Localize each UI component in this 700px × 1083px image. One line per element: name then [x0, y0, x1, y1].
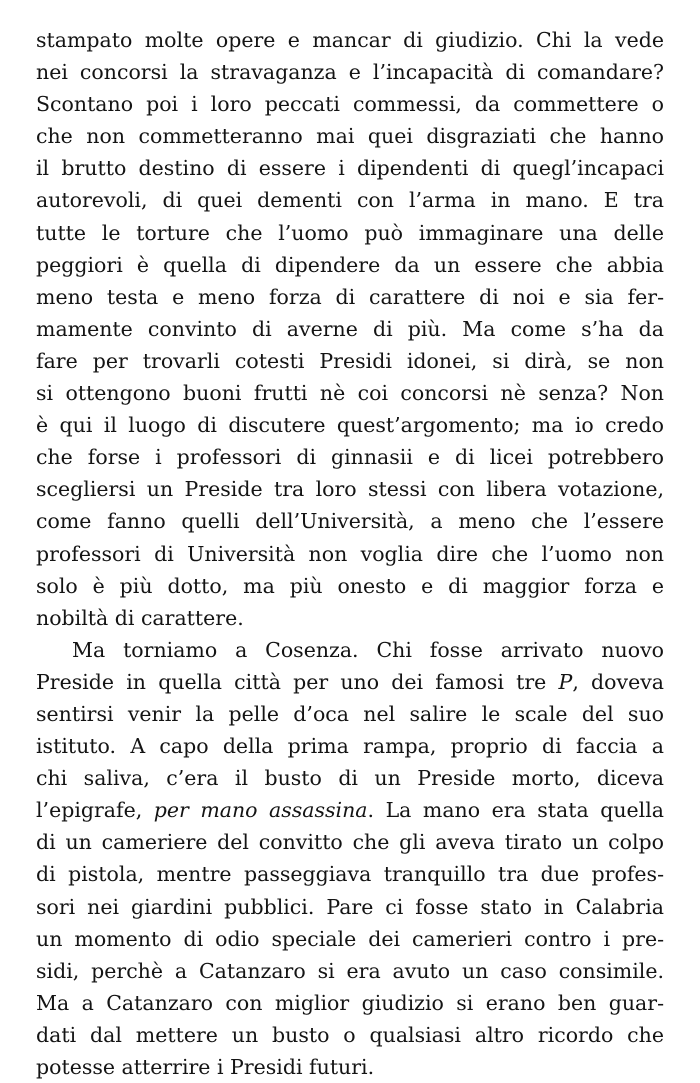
text-line	[36, 634, 664, 666]
text-run: . La mano era stata quella	[367, 798, 664, 823]
text-run: meno testa e meno forza di carattere di noi e sia fer-	[36, 284, 664, 309]
text-line	[36, 923, 664, 955]
text-run: sidi, perchè a Catanzaro si era avuto un caso consimile.	[36, 958, 664, 983]
text-run: fare per trovarli cotesti Presidi idonei, si dirà, se non	[36, 348, 664, 373]
paragraph-1	[36, 24, 664, 634]
text-run: che non commetteranno mai quei disgraziati che hanno	[36, 124, 664, 149]
text-line	[36, 505, 664, 537]
paragraph-2	[36, 634, 664, 1083]
text-line	[36, 858, 664, 890]
text-line	[36, 826, 664, 858]
text-line	[36, 891, 664, 923]
text-line	[36, 184, 664, 216]
text-line	[36, 377, 664, 409]
text-run: sentirsi venir la pelle d’oca nel salire le scale del suo	[36, 701, 664, 726]
text-line	[36, 217, 664, 249]
text-run: nobiltà di carattere.	[36, 605, 244, 630]
text-line	[36, 698, 664, 730]
text-line	[36, 794, 664, 826]
text-run: un momento di odio speciale dei camerieri contro i pre-	[36, 926, 664, 951]
text-line	[36, 120, 664, 152]
text-line	[36, 570, 664, 602]
text-run: tutte le torture che l’uomo può immaginare una delle	[36, 220, 664, 245]
italic-text: per mano assassina	[153, 798, 368, 823]
text-line	[36, 249, 664, 281]
text-run: come fanno quelli dell’Università, a meno che l’essere	[36, 509, 664, 534]
text-line	[36, 409, 664, 441]
text-line	[36, 88, 664, 120]
text-line	[36, 602, 664, 634]
text-line	[36, 538, 664, 570]
text-line	[36, 441, 664, 473]
text-line	[36, 473, 664, 505]
text-run: nei concorsi la stravaganza e l’incapacità di comandare?	[36, 60, 664, 85]
text-run: solo è più dotto, ma più onesto e di maggior forza e	[36, 573, 664, 598]
document-page	[36, 24, 664, 1083]
text-run: dati dal mettere un busto o qualsiasi altro ricordo che	[36, 1022, 664, 1047]
text-line	[36, 955, 664, 987]
text-run: di un cameriere del convitto che gli aveva tirato un colpo	[36, 830, 664, 855]
text-line	[36, 281, 664, 313]
text-line	[36, 313, 664, 345]
text-run: chi saliva, c’era il busto di un Preside morto, diceva	[36, 766, 664, 791]
text-run: mamente convinto di averne di più. Ma come s’ha da	[36, 316, 664, 341]
text-line	[36, 345, 664, 377]
text-line	[36, 1051, 664, 1083]
text-run: potesse atterrire i Presidi futuri.	[36, 1055, 375, 1079]
text-line	[36, 730, 664, 762]
text-run: istituto. A capo della prima rampa, proprio di faccia a	[36, 734, 664, 759]
text-line	[36, 987, 664, 1019]
text-run: che forse i professori di ginnasii e di licei potrebbero	[36, 445, 664, 470]
text-run: Scontano poi i loro peccati commessi, da commettere o	[36, 92, 664, 117]
text-run: professori di Università non voglia dire che l’uomo non	[36, 541, 664, 566]
text-run: Preside in quella città per uno dei famosi tre	[36, 669, 559, 694]
text-run: l’epigrafe,	[36, 798, 154, 823]
text-run: Ma a Catanzaro con miglior giudizio si erano ben guar-	[36, 990, 664, 1015]
text-line	[36, 152, 664, 184]
text-run: peggiori è quella di dipendere da un essere che abbia	[36, 252, 664, 277]
text-run: si ottengono buoni frutti nè coi concorsi nè senza? Non	[36, 381, 664, 406]
text-line	[36, 762, 664, 794]
text-run: è qui il luogo di discutere quest’argomento; ma io credo	[36, 413, 664, 438]
text-line	[36, 666, 664, 698]
text-line	[36, 1019, 664, 1051]
text-run: il brutto destino di essere i dipendenti di quegl’incapaci	[36, 156, 664, 181]
text-run: scegliersi un Preside tra loro stessi con libera votazione,	[36, 477, 664, 502]
text-line	[36, 56, 664, 88]
text-run: , doveva	[572, 669, 664, 694]
text-run: sori nei giardini pubblici. Pare ci fosse stato in Calabria	[36, 894, 664, 919]
text-run: Ma torniamo a Cosenza. Chi fosse arrivato nuovo	[72, 637, 664, 662]
text-line	[36, 24, 664, 56]
text-run: stampato molte opere e mancar di giudizio. Chi la vede	[36, 28, 664, 52]
italic-text: P	[558, 669, 573, 694]
text-run: di pistola, mentre passeggiava tranquillo tra due profes-	[36, 862, 664, 887]
text-run: autorevoli, di quei dementi con l’arma in mano. E tra	[36, 188, 664, 213]
